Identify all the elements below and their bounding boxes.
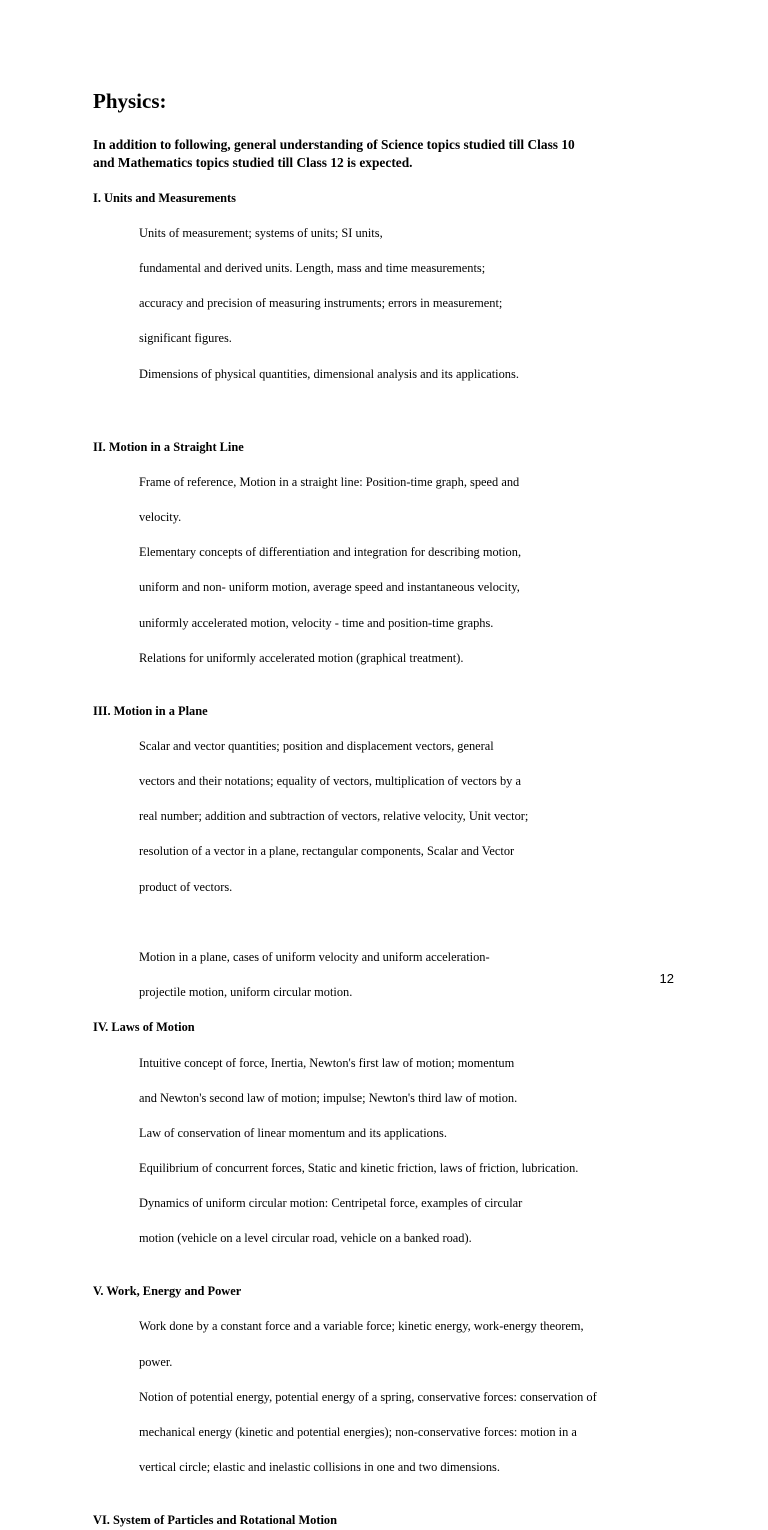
section-body [139, 720, 693, 1019]
section-system-of-particles-and-rotational-motion [93, 1512, 693, 1530]
body-line: significant figures. [139, 331, 232, 346]
section-laws-of-motion [93, 1019, 693, 1265]
intro-paragraph [93, 136, 693, 172]
page-number: 12 [659, 971, 674, 986]
body-line: Elementary concepts of differentiation and integration for describing motion, [139, 545, 522, 560]
body-line: Units of measurement; systems of units; SI units, [139, 225, 383, 240]
body-line: motion (vehicle on a level circular road, vehicle on a banked road). [139, 1231, 472, 1246]
body-line: vertical circle; elastic and inelastic collisions in one and two dimensions. [139, 1460, 500, 1475]
section-heading: IV. Laws of Motion [93, 1020, 195, 1035]
body-line: fundamental and derived units. Length, mass and time measurements; [139, 260, 486, 275]
body-line: Scalar and vector quantities; position and displacement vectors, general [139, 738, 494, 753]
intro-line: In addition to following, general understanding of Science topics studied till Class 10 [93, 137, 575, 152]
section-body [139, 1037, 693, 1266]
body-line: vectors and their notations; equality of vectors, multiplication of vectors by a [139, 774, 521, 788]
body-line: accuracy and precision of measuring instruments; errors in measurement; [139, 296, 503, 311]
body-line: and Newton's second law of motion; impulse; Newton's third law of motion. [139, 1090, 518, 1105]
section-heading: III. Motion in a Plane [93, 703, 208, 718]
section-body [139, 1301, 693, 1495]
body-line: velocity. [139, 510, 182, 525]
body-line: Relations for uniformly accelerated motion (graphical treatment). [139, 650, 464, 665]
section-units-and-measurements [93, 190, 693, 401]
section-body [139, 207, 693, 401]
section-heading: II. Motion in a Straight Line [93, 439, 244, 454]
body-line: Notion of potential energy, potential energy of a spring, conservative forces: conservation of [139, 1389, 597, 1404]
section-heading: VI. System of Particles and Rotational Motion [93, 1512, 338, 1527]
body-line: Law of conservation of linear momentum and its applications. [139, 1125, 447, 1140]
section-body [139, 456, 693, 685]
body-line: power. [139, 1354, 173, 1369]
body-line: Motion in a plane, cases of uniform velocity and uniform acceleration- [139, 949, 490, 964]
body-line: resolution of a vector in a plane, rectangular components, Scalar and Vector [139, 844, 515, 859]
section-work-energy-and-power [93, 1283, 693, 1494]
page-title: Physics: [93, 89, 167, 113]
section-heading: V. Work, Energy and Power [93, 1284, 242, 1299]
body-line: Intuitive concept of force, Inertia, Newton's first law of motion; momentum [139, 1055, 515, 1070]
body-line: mechanical energy (kinetic and potential energies); non-conservative forces: motion in a [139, 1424, 577, 1439]
body-line: Frame of reference, Motion in a straight line: Position-time graph, speed and [139, 474, 520, 489]
intro-line: and Mathematics topics studied till Class 12 is expected. [93, 155, 413, 170]
section-motion-in-a-plane [93, 703, 693, 1020]
body-line: Equilibrium of concurrent forces, Static and kinetic friction, laws of friction, lubrication. [139, 1161, 579, 1176]
body-line: projectile motion, uniform circular motion. [139, 985, 353, 1000]
section-motion-in-a-straight-line [93, 439, 693, 685]
body-line: Dynamics of uniform circular motion: Centripetal force, examples of circular [139, 1196, 523, 1211]
section-heading: I. Units and Measurements [93, 190, 236, 205]
document-page [93, 86, 693, 1530]
body-line: uniformly accelerated motion, velocity - time and position-time graphs. [139, 615, 494, 630]
body-line: Dimensions of physical quantities, dimensional analysis and its applications. [139, 366, 519, 381]
body-line: real number; addition and subtraction of vectors, relative velocity, Unit vector; [139, 809, 529, 824]
body-line: Work done by a constant force and a variable force; kinetic energy, work-energy theorem, [139, 1319, 584, 1334]
body-line [139, 914, 693, 932]
body-line: uniform and non- uniform motion, average speed and instantaneous velocity, [139, 580, 520, 595]
body-line: product of vectors. [139, 879, 233, 894]
